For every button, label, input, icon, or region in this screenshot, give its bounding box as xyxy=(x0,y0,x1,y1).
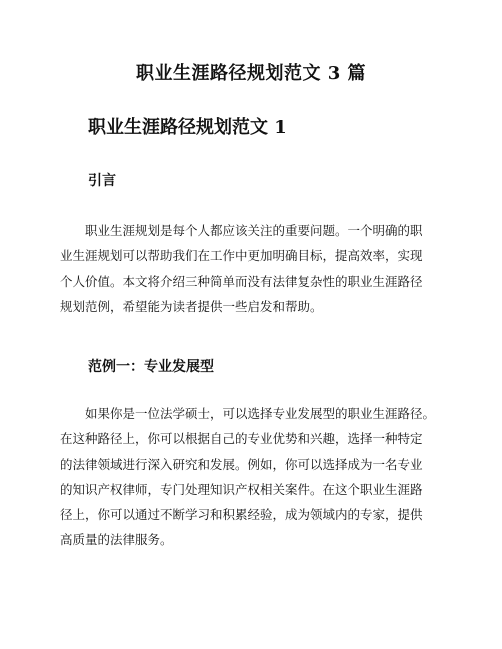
paragraph-line: 个人价值。本文将介绍三种简单而没有法律复杂性的职业生涯路径 xyxy=(60,273,423,289)
intro-paragraph xyxy=(60,218,423,319)
paragraph-line: 径上，你可以通过不断学习和积累经验，成为领域内的专家，提供 xyxy=(60,507,423,523)
section-title: 职业生涯路径规划范文 1 xyxy=(88,117,287,138)
paragraph-line: 高质量的法律服务。 xyxy=(60,532,173,548)
paragraph-line: 的知识产权律师，专门处理知识产权相关案件。在这个职业生涯路 xyxy=(60,481,423,497)
paragraph-line: 在这种路径上，你可以根据自己的专业优势和兴趣，选择一种特定 xyxy=(60,431,423,447)
paragraph-line: 的法律领域进行深入研究和发展。例如，你可以选择成为一名专业 xyxy=(60,456,423,472)
paragraph-line: 职业生涯规划是每个人都应该关注的重要问题。一个明确的职 xyxy=(85,223,423,238)
example-one-heading: 范例一：专业发展型 xyxy=(88,359,214,375)
paragraph-line: 如果你是一位法学硕士，可以选择专业发展型的职业生涯路径。 xyxy=(85,406,436,421)
paragraph-line: 业生涯规划可以帮助我们在工作中更加明确目标，提高效率，实现 xyxy=(60,248,423,264)
document-title: 职业生涯路径规划范文 3 篇 xyxy=(135,63,367,84)
example-one-paragraph xyxy=(60,401,435,553)
paragraph-line: 规划范例，希望能为读者提供一些启发和帮助。 xyxy=(60,298,323,314)
intro-heading: 引言 xyxy=(88,173,116,189)
